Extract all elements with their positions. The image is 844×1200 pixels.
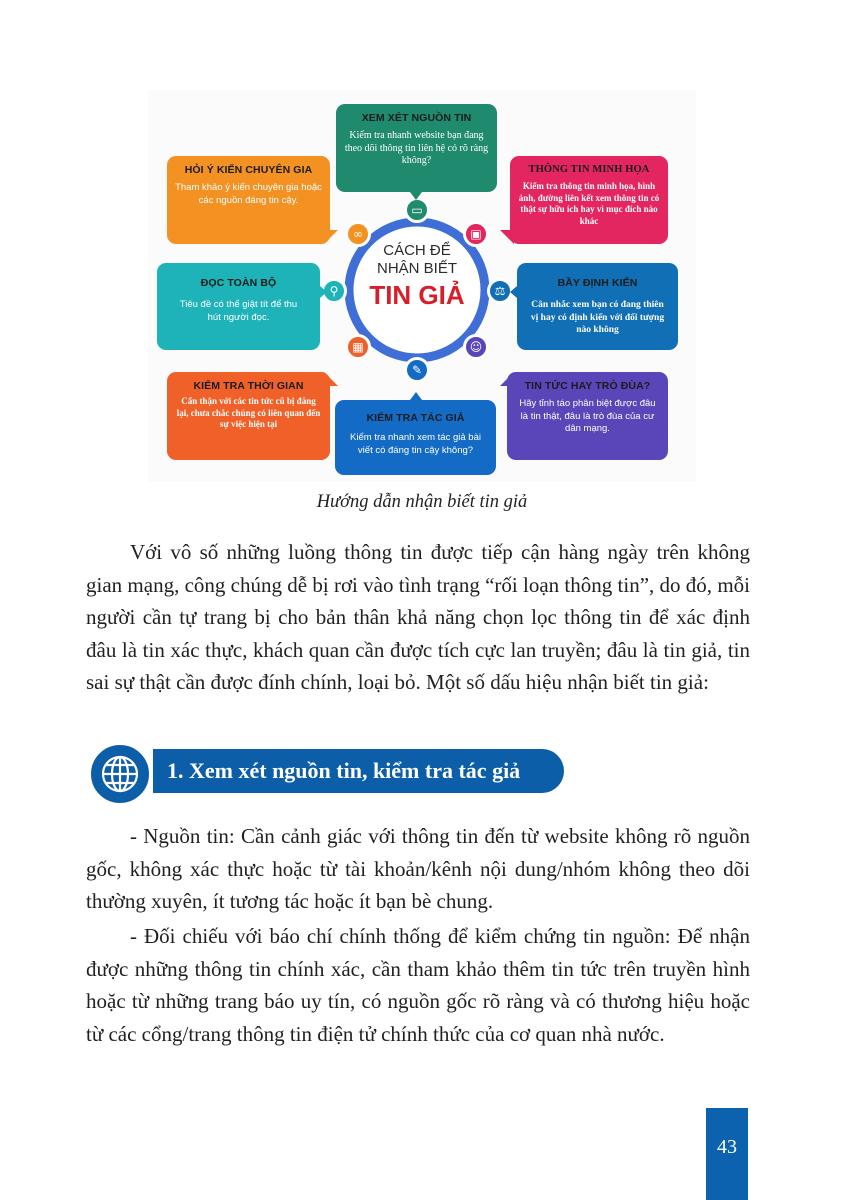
intro-text: Với vô số những luồng thông tin được tiếp cận hàng ngày trên không gian mạng, công chúng dễ bị rơi vào tình trạng “rối loạn thông tin”, do đó, mỗi người cần tự trang bị cho bản thân khả năng chọn lọc thông tin để xác định đâu là tin xác thực, khách quan cần được tích cực lan truyền; đâu là tin giả, tin sai sự thật cần được đính chính, loại bỏ. Một số dấu hiệu nhận biết tin giả: xyxy=(86,540,750,694)
bullet-cross-check xyxy=(86,920,750,1050)
image-icon: ▣ xyxy=(463,221,489,247)
globe-graphic xyxy=(91,745,149,803)
calendar-icon: ▦ xyxy=(345,334,371,360)
globe-icon xyxy=(88,742,152,806)
search-icon: ⚲ xyxy=(321,278,347,304)
box-ask-expert xyxy=(167,156,330,244)
center-line-2: NHẬN BIẾT xyxy=(376,260,457,277)
section-title: 1. Xem xét nguồn tin, kiểm tra tác giả xyxy=(150,749,564,793)
bullet-text: - Nguồn tin: Cần cảnh giác với thông tin đến từ website không rõ nguồn gốc, không xác thực hoặc từ tài khoản/kênh nội dung/nhóm không theo dõi thường xuyên, ít tương tác hoặc ít bạn bè chung. xyxy=(86,824,750,913)
box-tail xyxy=(510,286,517,298)
box-tail xyxy=(500,230,514,244)
box-read-all xyxy=(157,263,320,350)
box-tail xyxy=(324,230,338,244)
box-news-or-joke xyxy=(507,372,668,460)
glasses-icon: ∞ xyxy=(345,221,371,247)
figure-caption: Hướng dẫn nhận biết tin giả xyxy=(316,492,528,512)
box-title: ĐỌC TOÀN BỘ xyxy=(200,277,277,289)
box-tail xyxy=(410,392,422,400)
center-title xyxy=(337,242,497,312)
box-body: Hãy tỉnh táo phân biệt được đâu là tin thật, đâu là trò đùa của cư dân mạng. xyxy=(519,398,656,434)
bullet-source xyxy=(86,820,750,918)
box-title: HỎI Ý KIẾN CHUYÊN GIA xyxy=(184,164,313,176)
page-number: 43 xyxy=(706,1108,748,1200)
box-check-time xyxy=(167,372,330,460)
box-title: XEM XÉT NGUỒN TIN xyxy=(361,112,472,124)
box-body: Kiểm tra nhanh xem tác giả bài viết có đáng tin cậy không? xyxy=(350,432,481,456)
box-title: KIỂM TRA TÁC GIẢ xyxy=(366,412,465,424)
scales-icon: ⚖ xyxy=(487,278,513,304)
box-tail xyxy=(320,286,327,298)
pen-icon: ✎ xyxy=(404,357,430,383)
center-line-3: TIN GIẢ xyxy=(369,280,465,310)
box-body: Tiêu đề có thể giật tít để thu hút người đọc. xyxy=(179,299,298,323)
monitor-icon: ▭ xyxy=(404,197,430,223)
box-check-author xyxy=(335,400,496,475)
box-tail xyxy=(410,192,422,200)
bullet-text: - Đối chiếu với báo chí chính thống để kiểm chứng tin nguồn: Để nhận được những thông tin chính xác, cần tham khảo thêm tin tức trên truyền hình hoặc từ những trang báo uy tín, có nguồn gốc rõ ràng và có thương hiệu hoặc từ các cổng/trang thông tin điện tử chính thức của cơ quan nhà nước. xyxy=(86,924,750,1046)
fake-news-infographic xyxy=(148,90,696,482)
box-body: Cẩn thận với các tin tức cũ bị đăng lại, chưa chắc chúng có liên quan đến sự việc hiện tại xyxy=(176,396,321,429)
box-bias xyxy=(517,263,678,350)
box-title: KIỂM TRA THỜI GIAN xyxy=(193,380,304,392)
box-body: Cân nhắc xem bạn có đang thiên vị hay có định kiến với đối tượng nào không xyxy=(530,300,665,335)
center-line-1: CÁCH ĐỂ xyxy=(383,242,451,259)
box-body: Kiểm tra nhanh website bạn đang theo dõi thông tin liên hệ có rõ ràng không? xyxy=(344,130,489,166)
box-title: BẦY ĐỊNH KIẾN xyxy=(557,277,638,289)
box-tail xyxy=(324,372,338,386)
box-check-source xyxy=(336,104,497,192)
box-title: TIN TỨC HAY TRÒ ĐÙA? xyxy=(524,380,651,392)
box-illustration xyxy=(510,156,668,244)
section-heading xyxy=(88,742,568,792)
box-body: Tham khảo ý kiến chuyên gia hoặc các nguồn đáng tin cậy. xyxy=(175,182,322,206)
intro-paragraph xyxy=(86,536,750,699)
box-tail xyxy=(500,372,514,386)
box-title: THÔNG TIN MINH HỌA xyxy=(528,164,650,175)
mask-icon: ☺ xyxy=(463,334,489,360)
box-body: Kiểm tra thông tin minh họa, hình ảnh, đường liên kết xem thông tin có thật sự hữu ích hay vì mục đích nào khác xyxy=(518,181,660,226)
